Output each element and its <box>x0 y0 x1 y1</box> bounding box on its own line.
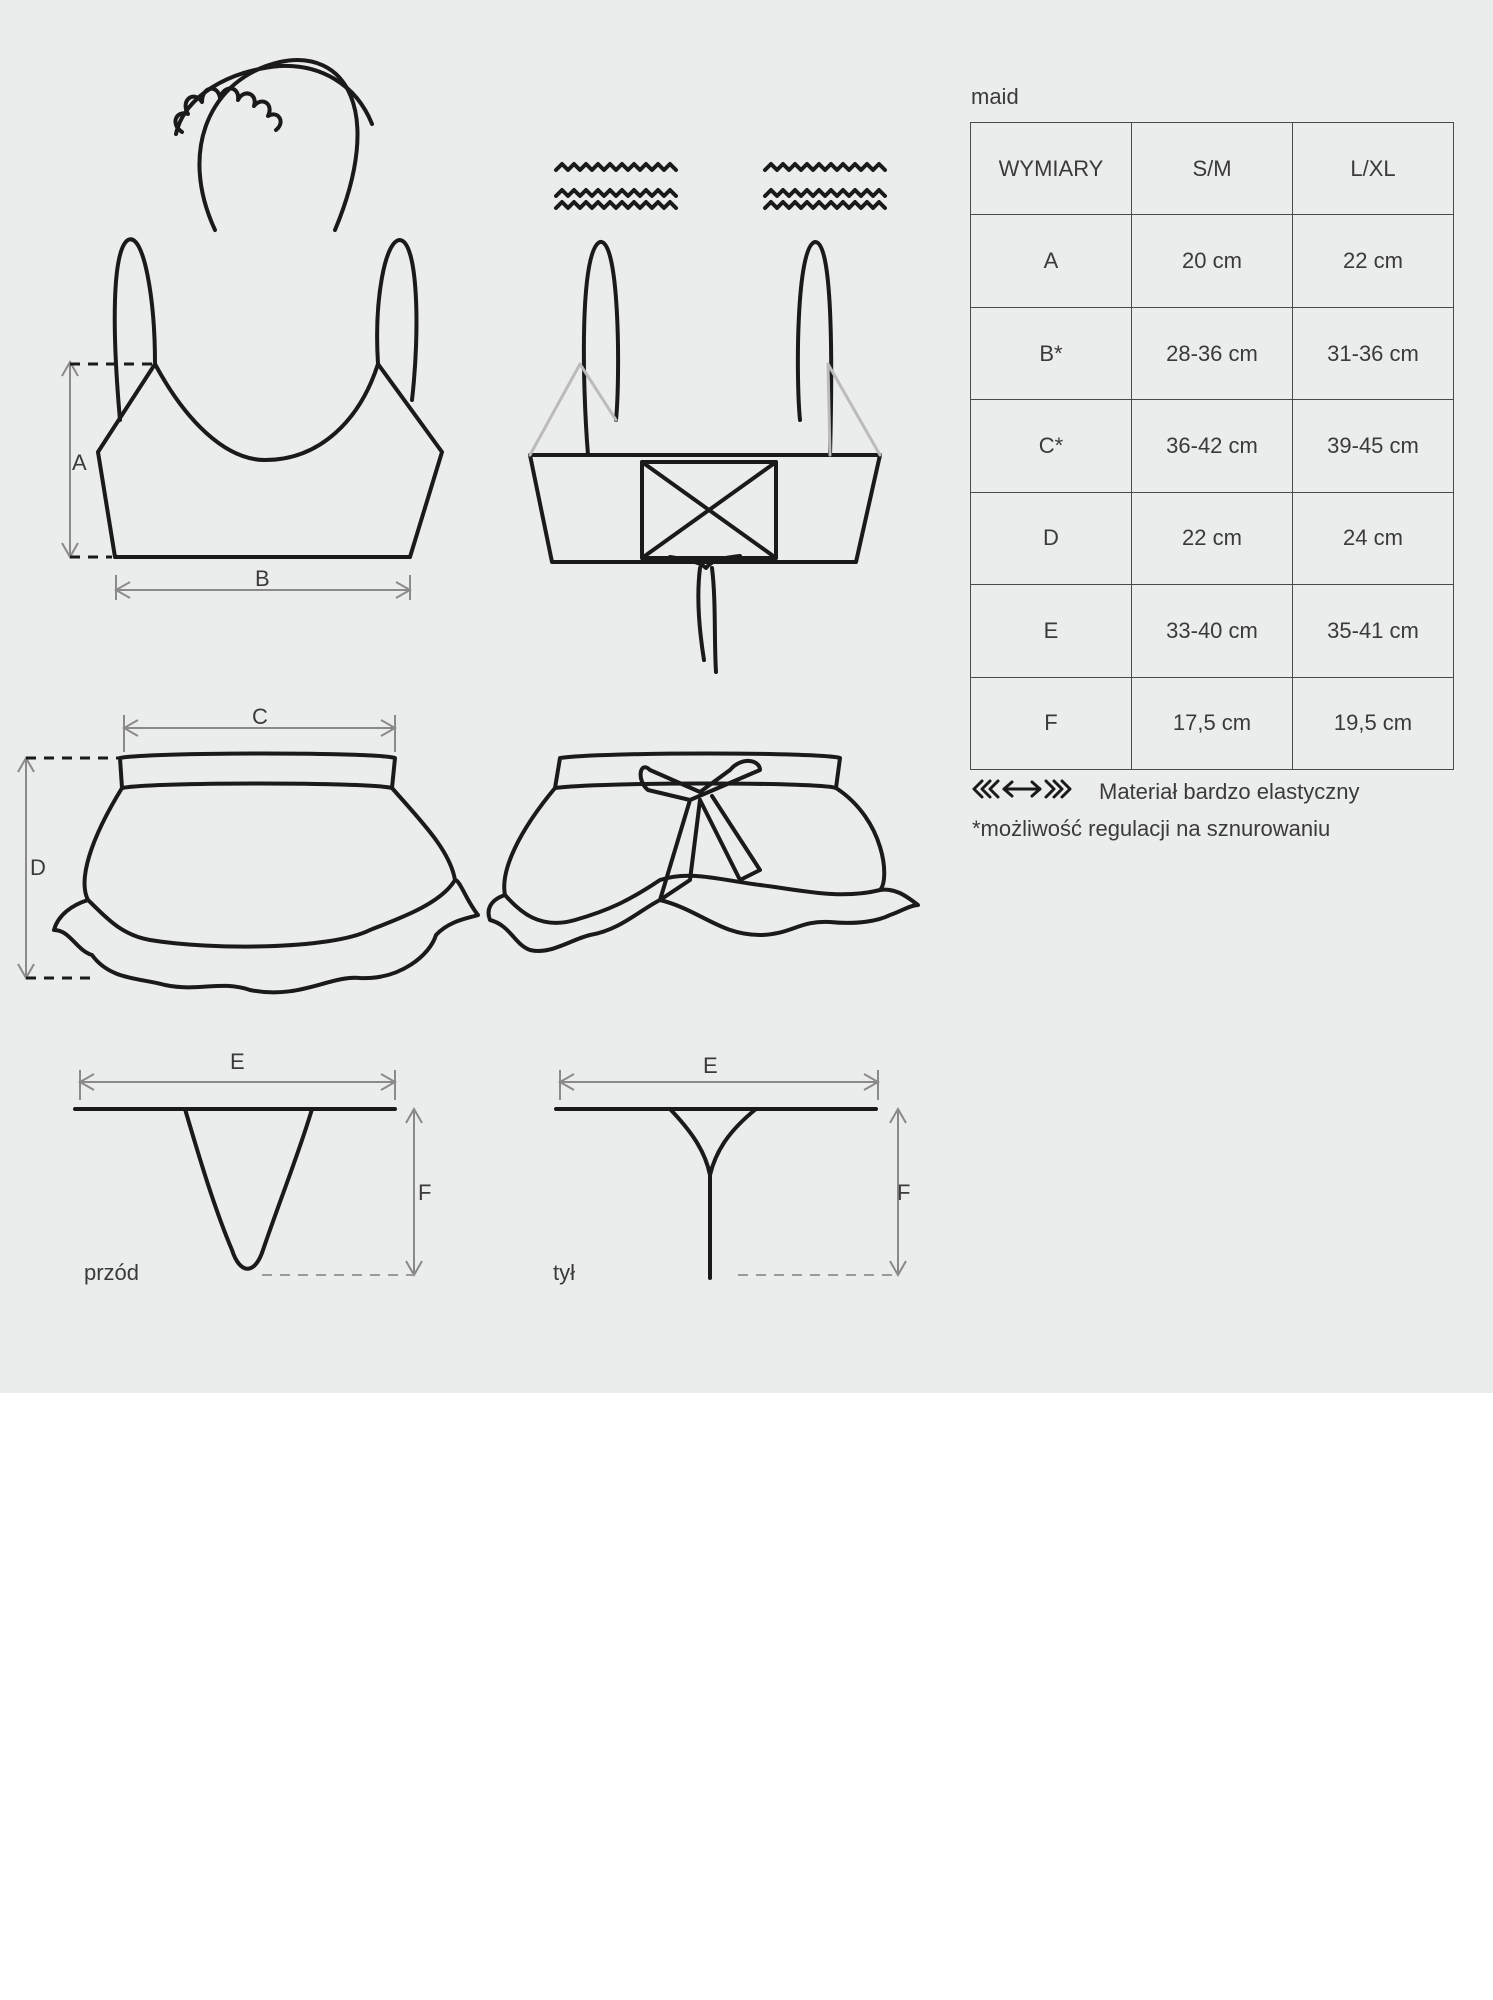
table-cell: C* <box>971 400 1132 492</box>
table-cell: 28-36 cm <box>1132 307 1293 399</box>
table-cell: 36-42 cm <box>1132 400 1293 492</box>
view-label-front: przód <box>84 1260 140 1285</box>
table-header-cell: WYMIARY <box>971 123 1132 215</box>
table-cell: 35-41 cm <box>1293 585 1454 677</box>
headband-drawing <box>175 60 372 230</box>
table-cell: 22 cm <box>1132 492 1293 584</box>
table-header-cell: L/XL <box>1293 123 1454 215</box>
table-row <box>971 215 1454 307</box>
view-label-back: tył <box>553 1260 575 1285</box>
top-back-drawing <box>530 242 880 672</box>
dimension-label-d: D <box>30 855 46 880</box>
table-cell: 22 cm <box>1293 215 1454 307</box>
table-cell: 20 cm <box>1132 215 1293 307</box>
table-cell: D <box>971 492 1132 584</box>
apron-back-drawing <box>489 754 918 952</box>
stretch-arrows-icon <box>970 777 1074 801</box>
table-cell: 39-45 cm <box>1293 400 1454 492</box>
dimension-label-e-back: E <box>703 1053 718 1078</box>
table-cell: 24 cm <box>1293 492 1454 584</box>
thong-front-drawing <box>75 1109 395 1269</box>
table-row <box>971 307 1454 399</box>
table-cell: 31-36 cm <box>1293 307 1454 399</box>
product-title: maid <box>971 84 1019 109</box>
table-row <box>971 585 1454 677</box>
dimension-label-e-front: E <box>230 1049 245 1074</box>
adjustment-footnote: *możliwość regulacji na sznurowaniu <box>972 816 1331 841</box>
size-table <box>970 122 1454 770</box>
table-cell: A <box>971 215 1132 307</box>
dimension-label-f-front: F <box>418 1180 432 1205</box>
cuffs-drawing <box>556 164 885 208</box>
table-row <box>971 492 1454 584</box>
table-cell: 17,5 cm <box>1132 677 1293 769</box>
apron-front-drawing <box>54 754 478 993</box>
table-cell: F <box>971 677 1132 769</box>
table-cell: 33-40 cm <box>1132 585 1293 677</box>
dimension-label-f-back: F <box>897 1180 911 1205</box>
table-cell: 19,5 cm <box>1293 677 1454 769</box>
table-cell: B* <box>971 307 1132 399</box>
dimension-label-c: C <box>252 704 268 729</box>
elastic-material-note: Materiał bardzo elastyczny <box>1099 779 1360 804</box>
table-header-cell: S/M <box>1132 123 1293 215</box>
dimension-label-b: B <box>255 566 270 591</box>
table-row <box>971 677 1454 769</box>
thong-back-drawing <box>556 1109 876 1278</box>
top-front-drawing <box>98 239 442 557</box>
table-row <box>971 400 1454 492</box>
dimension-label-a: A <box>72 450 87 475</box>
table-cell: E <box>971 585 1132 677</box>
table-header-row <box>971 123 1454 215</box>
